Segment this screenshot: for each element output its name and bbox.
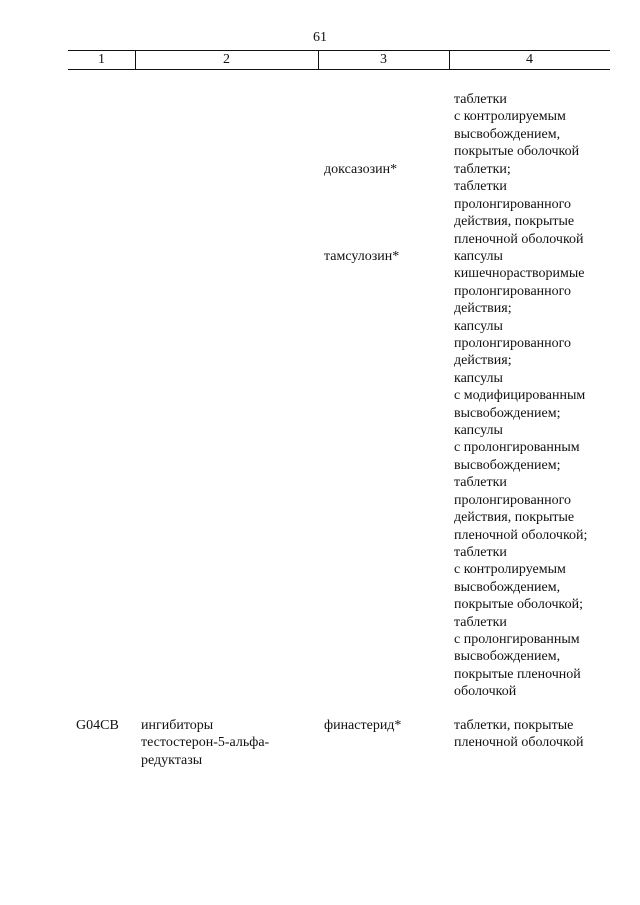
header-col-3: 3 <box>380 52 387 67</box>
atc-code-cell: G04CB <box>76 718 119 733</box>
header-bottom-rule <box>68 69 610 70</box>
header-col-2: 2 <box>223 52 230 67</box>
header-col-4: 4 <box>526 52 533 67</box>
dosage-form-cell: таблетки с контролируемым высвобождением, покрытые оболочкой <box>454 92 580 160</box>
dosage-form-cell: капсулы кишечнорастворимые пролонгированного действия; капсулы пролонгированного действия; капсулы с модифицированным высвобождением; капсулы с пролонгированным высвобождением; таблетки пролонгированного действия, покрытые пленочной оболочкой; таблетки с контролируемым высвобождением, покрытые оболочкой; таблетки с пролонгированным высвобождением, покрытые пленочной оболочкой <box>454 249 588 700</box>
dosage-form-cell: таблетки; таблетки пролонгированного действия, покрытые пленочной оболочкой <box>454 162 584 247</box>
header-top-rule <box>68 50 610 51</box>
drug-name-cell: доксазозин* <box>324 162 398 177</box>
page-number: 61 <box>313 30 327 45</box>
drug-group-cell: ингибиторы тестостерон-5-альфа- редуктазы <box>141 718 270 768</box>
dosage-form-cell: таблетки, покрытые пленочной оболочкой <box>454 718 584 751</box>
drug-name-cell: тамсулозин* <box>324 249 400 264</box>
drug-name-cell: финастерид* <box>324 718 402 733</box>
header-col-1: 1 <box>98 52 105 67</box>
